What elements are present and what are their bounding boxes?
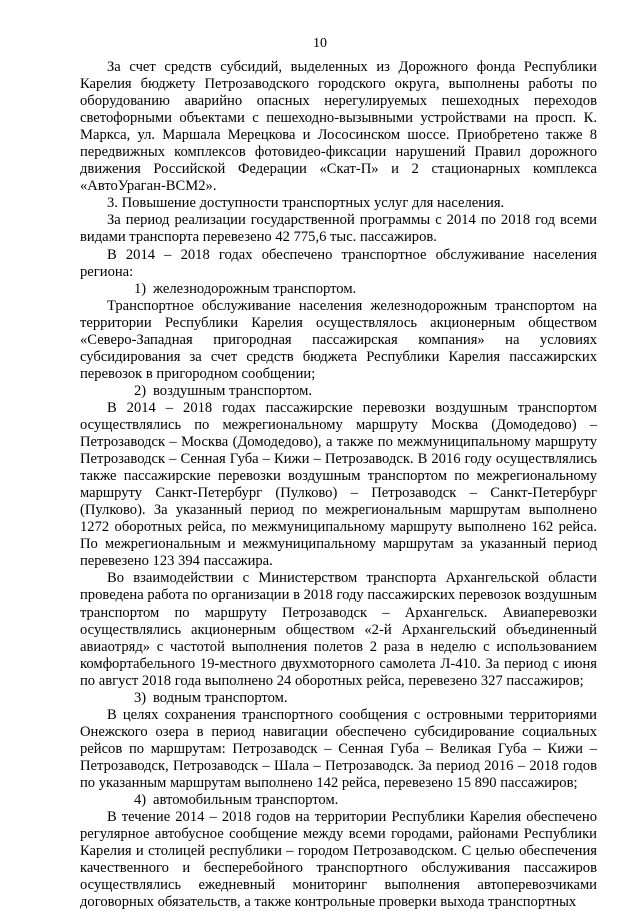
list-item-label: железнодорожным транспортом. bbox=[153, 280, 357, 297]
paragraph-total-passengers: За период реализации государственной программы с 2014 по 2018 год всеми видами транспорта перевезено 42 775,6 тыс. пассажиров. bbox=[80, 212, 597, 246]
list-item-number: 1) bbox=[134, 280, 147, 297]
paragraph-bus-service: В течение 2014 – 2018 годов на территории Республики Карелия обеспечено регулярное автобусное сообщение между всеми городами, районами Республики Карелия и столицей республики – городом Петрозаводском. С целью обеспечения качественного и бесперебойного транспортного обслуживания пассажиров осуществлялись ежедневный мониторинг выполнения автоперевозчиками договорных обязательств, а также контрольные проверки выхода транспортных bbox=[80, 809, 597, 911]
paragraph-arkhangelsk: Во взаимодействии с Министерством транспорта Архангельской области проведена работа по организации в 2018 году пассажирских перевозок воздушным транспортом по маршруту Петрозаводск – Архангельск. Авиаперевозки осуществлялись акционерным обществом «2-й Архангельский объединенный авиаотряд» с частотой выполнения полетов 2 раза в неделю с использованием комфортабельного 19-местного двухмоторного самолета Л-410. За период с июня по август 2018 года выполнено 24 оборотных рейса, перевезено 327 пассажиров; bbox=[80, 570, 597, 689]
list-item-label: автомобильным транспортом. bbox=[153, 792, 339, 809]
paragraph-air-routes: В 2014 – 2018 годах пассажирские перевозки воздушным транспортом осуществлялись по межрегиональному маршруту Москва (Домодедово) – Петрозаводск – Москва (Домодедово), а также по межмуниципальному маршруту Петрозаводск – Сенная Губа – Кижи – Петрозаводск. В 2016 году осуществлялись также пассажирские перевозки воздушным транспортом по межрегиональному маршруту Санкт-Петербург (Пулково) – Петрозаводск – Санкт-Петербург (Пулково). За указанный период по межрегиональным маршрутам выполнено 1272 оборотных рейса, по межмуниципальному маршруту выполнено 162 рейса. По межрегиональным и межмуниципальному маршрутам за указанный период перевезено 123 394 пассажира. bbox=[80, 399, 597, 570]
paragraph-water-routes: В целях сохранения транспортного сообщения с островными территориями Онежского озера в период навигации обеспечено субсидирование социальных рейсов по маршрутам: Петрозаводск – Сенная Губа – Великая Губа – Кижи – Петрозаводск, Петрозаводск – Шала – Петрозаводск. За период 2016 – 2018 годов по указанным маршрутам выполнено 142 рейса, перевезено 15 890 пассажиров; bbox=[80, 706, 597, 791]
paragraph-section-heading: 3. Повышение доступности транспортных услуг для населения. bbox=[107, 195, 505, 212]
document-body bbox=[80, 59, 597, 911]
list-item-label: водным транспортом. bbox=[153, 689, 288, 706]
page-number: 10 bbox=[313, 36, 327, 51]
paragraph-subsidies: За счет средств субсидий, выделенных из Дорожного фонда Республики Карелия бюджету Петрозаводского городского округа, выполнены работы по оборудованию аварийно опасных нерегулируемых пешеходных переходов светофорными объектами с пешеходно-вызывными устройствами на просп. К. Маркса, ул. Маршала Мерецкова и Лососинском шоссе. Приобретено также 8 передвижных комплексов фотовидео-фиксации нарушений Правил дорожного движения Российской Федерации «Скат-П» и 2 стационарных комплекса «АвтоУраган-ВСМ2». bbox=[80, 59, 597, 195]
paragraph-railway: Транспортное обслуживание населения железнодорожным транспортом на территории Республики Карелия осуществлялось акционерным обществом «Северо-Западная пригородная пассажирская компания» на условиях субсидирования за счет средств бюджета Республики Карелия пассажирских перевозок в пригородном сообщении; bbox=[80, 297, 597, 382]
list-item-road bbox=[80, 792, 597, 809]
list-item-number: 4) bbox=[134, 792, 147, 809]
list-item-railway bbox=[80, 281, 597, 298]
list-item-number: 2) bbox=[134, 382, 147, 399]
list-item-label: воздушным транспортом. bbox=[153, 382, 312, 399]
list-item-water bbox=[80, 690, 597, 707]
paragraph-service-intro: В 2014 – 2018 годах обеспечено транспортное обслуживание населения региона: bbox=[80, 246, 597, 280]
list-item-number: 3) bbox=[134, 689, 147, 706]
list-item-air bbox=[80, 383, 597, 400]
